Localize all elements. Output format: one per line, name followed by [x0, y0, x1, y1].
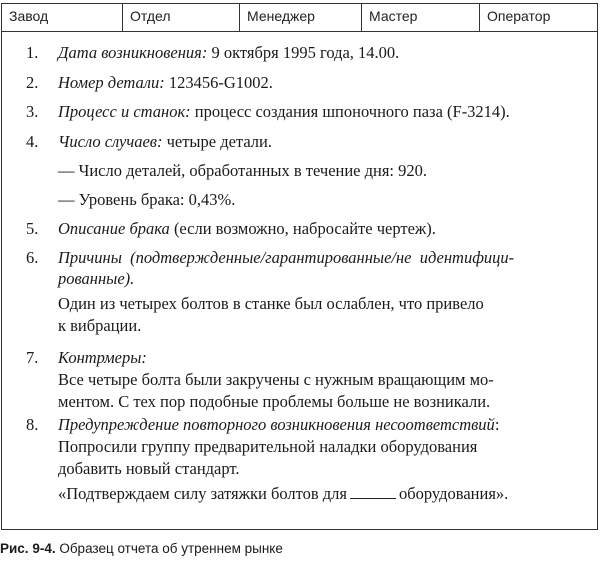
item-sub-parts-per-day: — Число деталей, обработанных в течение дня: 920.: [58, 161, 428, 180]
item-prevention-label: [58, 415, 499, 435]
header-cell-manager: Менеджер: [240, 4, 362, 31]
item-label: Процесс и станок:: [58, 102, 191, 121]
item-occurrence-date: [58, 43, 399, 63]
item-defect-description: [58, 219, 436, 239]
item-prevention-body-line1: Попросили группу предварительной наладки оборудования: [58, 437, 478, 456]
item-label-colon: :: [494, 415, 500, 434]
item-prevention-body-line3: [58, 484, 508, 504]
header-cell-foreman: Мастер: [362, 4, 480, 31]
item-sub-defect-rate: — Уровень брака: 0,43%.: [58, 190, 236, 209]
item-causes-label-line2: рованные).: [58, 269, 135, 288]
item-causes-label-line1: Причины (подтвержденные/гарантированные/не идентифици-: [58, 248, 515, 267]
item-label: Номер детали:: [58, 73, 165, 92]
item-number: 4.: [26, 132, 39, 151]
item-text: четыре детали.: [162, 132, 272, 151]
item-number: 6.: [26, 248, 39, 267]
item-text: процесс создания шпоночного паза (F-3214).: [190, 102, 510, 121]
report-form: [1, 3, 598, 530]
item-label: Число случаев:: [58, 132, 163, 151]
item-prevention-body-line2: добавить новый стандарт.: [58, 459, 240, 478]
item-label: Предупреждение повторного возникновения несоответствий: [58, 415, 495, 434]
header-cell-department: Отдел: [123, 4, 240, 31]
figure-caption-text: Образец отчета об утреннем рынке: [55, 541, 283, 556]
item-countermeasures-label: Контрмеры:: [58, 348, 147, 367]
item-number: 5.: [26, 219, 39, 238]
item-number: 7.: [26, 348, 39, 367]
quote-end: оборудования».: [399, 484, 509, 503]
header-cell-plant: Завод: [2, 4, 123, 31]
item-number: 1.: [26, 43, 39, 62]
item-label: Дата возникновения:: [58, 43, 208, 62]
item-part-number: [58, 73, 273, 93]
item-number: 8.: [26, 415, 39, 434]
item-text: 9 октября 1995 года, 14.00.: [207, 43, 400, 62]
item-number: 2.: [26, 73, 39, 92]
item-countermeasures-body-line1: Все четыре болта были закручены с нужным вращающим мо-: [58, 370, 494, 389]
item-causes-body-line2: к вибрации.: [58, 316, 142, 335]
item-causes-body-line1: Один из четырех болтов в станке был ослаблен, что привело: [58, 294, 484, 313]
item-countermeasures-body-line2: ментом. С тех пор подобные проблемы больше не возникали.: [58, 392, 491, 411]
item-label: Описание брака: [58, 219, 170, 238]
form-header: [2, 4, 597, 32]
item-text: (если возможно, набросайте чертеж).: [169, 219, 436, 238]
header-cell-operator: Оператор: [487, 8, 551, 24]
quote-start: «Подтверждаем силу затяжки болтов для: [58, 484, 347, 503]
figure-number: Рис. 9-4.: [0, 541, 56, 556]
figure-caption: [0, 541, 283, 556]
item-process-machine: [58, 102, 510, 122]
item-case-count: [58, 132, 272, 152]
item-number: 3.: [26, 102, 39, 121]
item-text: 123456-G1002.: [164, 73, 273, 92]
fill-in-blank: [350, 484, 396, 499]
